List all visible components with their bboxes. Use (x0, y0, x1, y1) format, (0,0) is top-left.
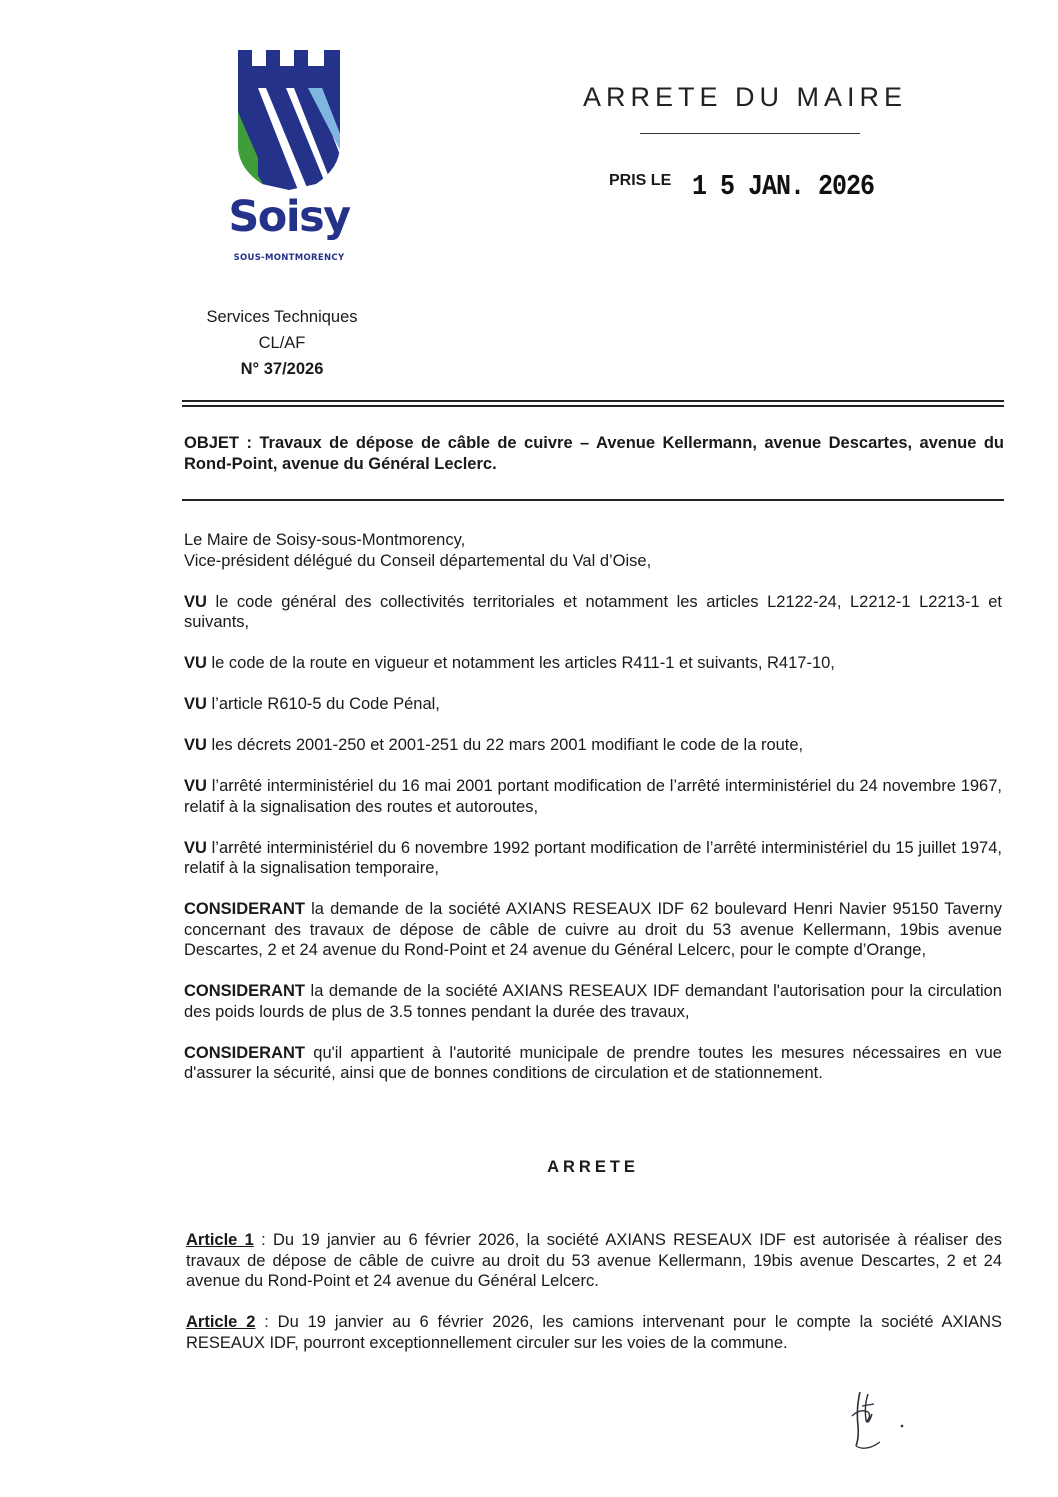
article-text: : Du 19 janvier au 6 février 2026, les camions intervenant pour le compte la société AXIANS RESEAUX IDF, pourront exceptionnellement circuler sur les voies de la commune. (186, 1313, 1002, 1352)
objet-divider (182, 499, 1004, 501)
vu-text: l’arrêté interministériel du 16 mai 2001 portant modification de l’arrêté interministériel du 24 novembre 1967, relatif à la signalisation des routes et autoroutes, (184, 777, 1002, 816)
logo-name: Soisy (228, 192, 350, 242)
considerant-paragraph (184, 899, 1002, 961)
vu-keyword: VU (184, 838, 207, 857)
considerant-paragraph (184, 981, 1002, 1022)
intro-line: Le Maire de Soisy-sous-Montmorency, (184, 531, 466, 549)
vu-text: le code de la route en vigueur et notamment les articles R411-1 et suivants, R417-10, (206, 654, 835, 672)
vu-paragraph (184, 838, 1002, 879)
vu-text: le code général des collectivités territoriales et notamment les articles L2122-24, L2212-1 L2213-1 et suivants, (184, 592, 1002, 631)
considerant-text: la demande de la société AXIANS RESEAUX IDF 62 boulevard Henri Navier 95150 Taverny concernant des travaux de dépose de câble de cuivre au droit du 53 avenue Kellermann, 19bis avenue Descartes, 2 et 24 avenue du Rond-Point et 24 avenue du Général Lelcerc, pour le compte d’Orange, (184, 900, 1002, 959)
arrete-heading: ARRETE (547, 1158, 639, 1176)
considerant-keyword: CONSIDERANT (184, 900, 306, 918)
document-body (184, 530, 1002, 1104)
vu-paragraph (184, 653, 1002, 674)
pris-le-label: PRIS LE (609, 172, 672, 189)
coat-of-arms-icon (236, 50, 342, 190)
logo-subtitle: SOUS-MONTMORENCY (233, 253, 345, 263)
vu-keyword: VU (184, 777, 207, 795)
vu-text: l’article R610-5 du Code Pénal, (206, 695, 440, 713)
services-department: Services Techniques (206, 308, 358, 326)
article-label: Article 2 (186, 1313, 256, 1331)
vu-paragraph (184, 592, 1002, 633)
vu-keyword: VU (184, 695, 207, 713)
vu-text: l’arrêté interministériel du 6 novembre 1992 portant modification de l’arrêté interministériel du 15 juillet 1974, relatif à la signalisation temporaire, (184, 838, 1002, 877)
city-logo (222, 50, 356, 263)
considerant-paragraph (184, 1043, 1002, 1084)
considerant-keyword: CONSIDERANT (184, 1043, 306, 1062)
vu-text: les décrets 2001-250 et 2001-251 du 22 mars 2001 modifiant le code de la route, (206, 736, 804, 754)
considerant-text: qu'il appartient à l'autorité municipale de prendre toutes les mesures nécessaires en vue d'assurer la sécurité, ainsi que de bonnes conditions de circulation et de stationnement. (184, 1043, 1002, 1082)
article-paragraph (186, 1312, 1002, 1353)
vu-keyword: VU (184, 736, 207, 754)
header-divider (182, 400, 1004, 407)
considerant-keyword: CONSIDERANT (184, 982, 306, 1000)
services-block (182, 304, 382, 382)
arrete-number: N° 37/2026 (240, 360, 324, 378)
title-underline (640, 133, 860, 134)
vu-keyword: VU (184, 654, 207, 672)
handwritten-initials-icon (846, 1386, 910, 1454)
article-label: Article 1 (186, 1231, 254, 1249)
intro-line: Vice-président délégué du Conseil départemental du Val d’Oise, (184, 551, 652, 570)
date-stamp: 1 5 JAN. 2026 (692, 170, 875, 204)
vu-paragraph (184, 776, 1002, 817)
article-text: : Du 19 janvier au 6 février 2026, la société AXIANS RESEAUX IDF est autorisée à réaliser des travaux de dépose de câble de cuivre au droit du 53 avenue Kellermann, 19bis avenue Descartes, 2 et 24 avenue du Rond-Point et 24 avenue du Général Lelcerc. (186, 1231, 1002, 1290)
services-initials: CL/AF (258, 334, 306, 352)
considerant-text: la demande de la société AXIANS RESEAUX IDF demandant l'autorisation pour la circulation des poids lourds de plus de 3.5 tonnes pendant la durée des travaux, (184, 982, 1002, 1021)
objet-heading: OBJET : Travaux de dépose de câble de cuivre – Avenue Kellermann, avenue Descartes, avenue du Rond-Point, avenue du Général Leclerc. (184, 434, 1004, 473)
article-paragraph (186, 1230, 1002, 1292)
vu-paragraph (184, 735, 1002, 756)
vu-keyword: VU (184, 592, 207, 611)
document-title: ARRETE DU MAIRE (582, 82, 908, 112)
vu-paragraph (184, 694, 1002, 715)
articles-section (186, 1230, 1002, 1374)
